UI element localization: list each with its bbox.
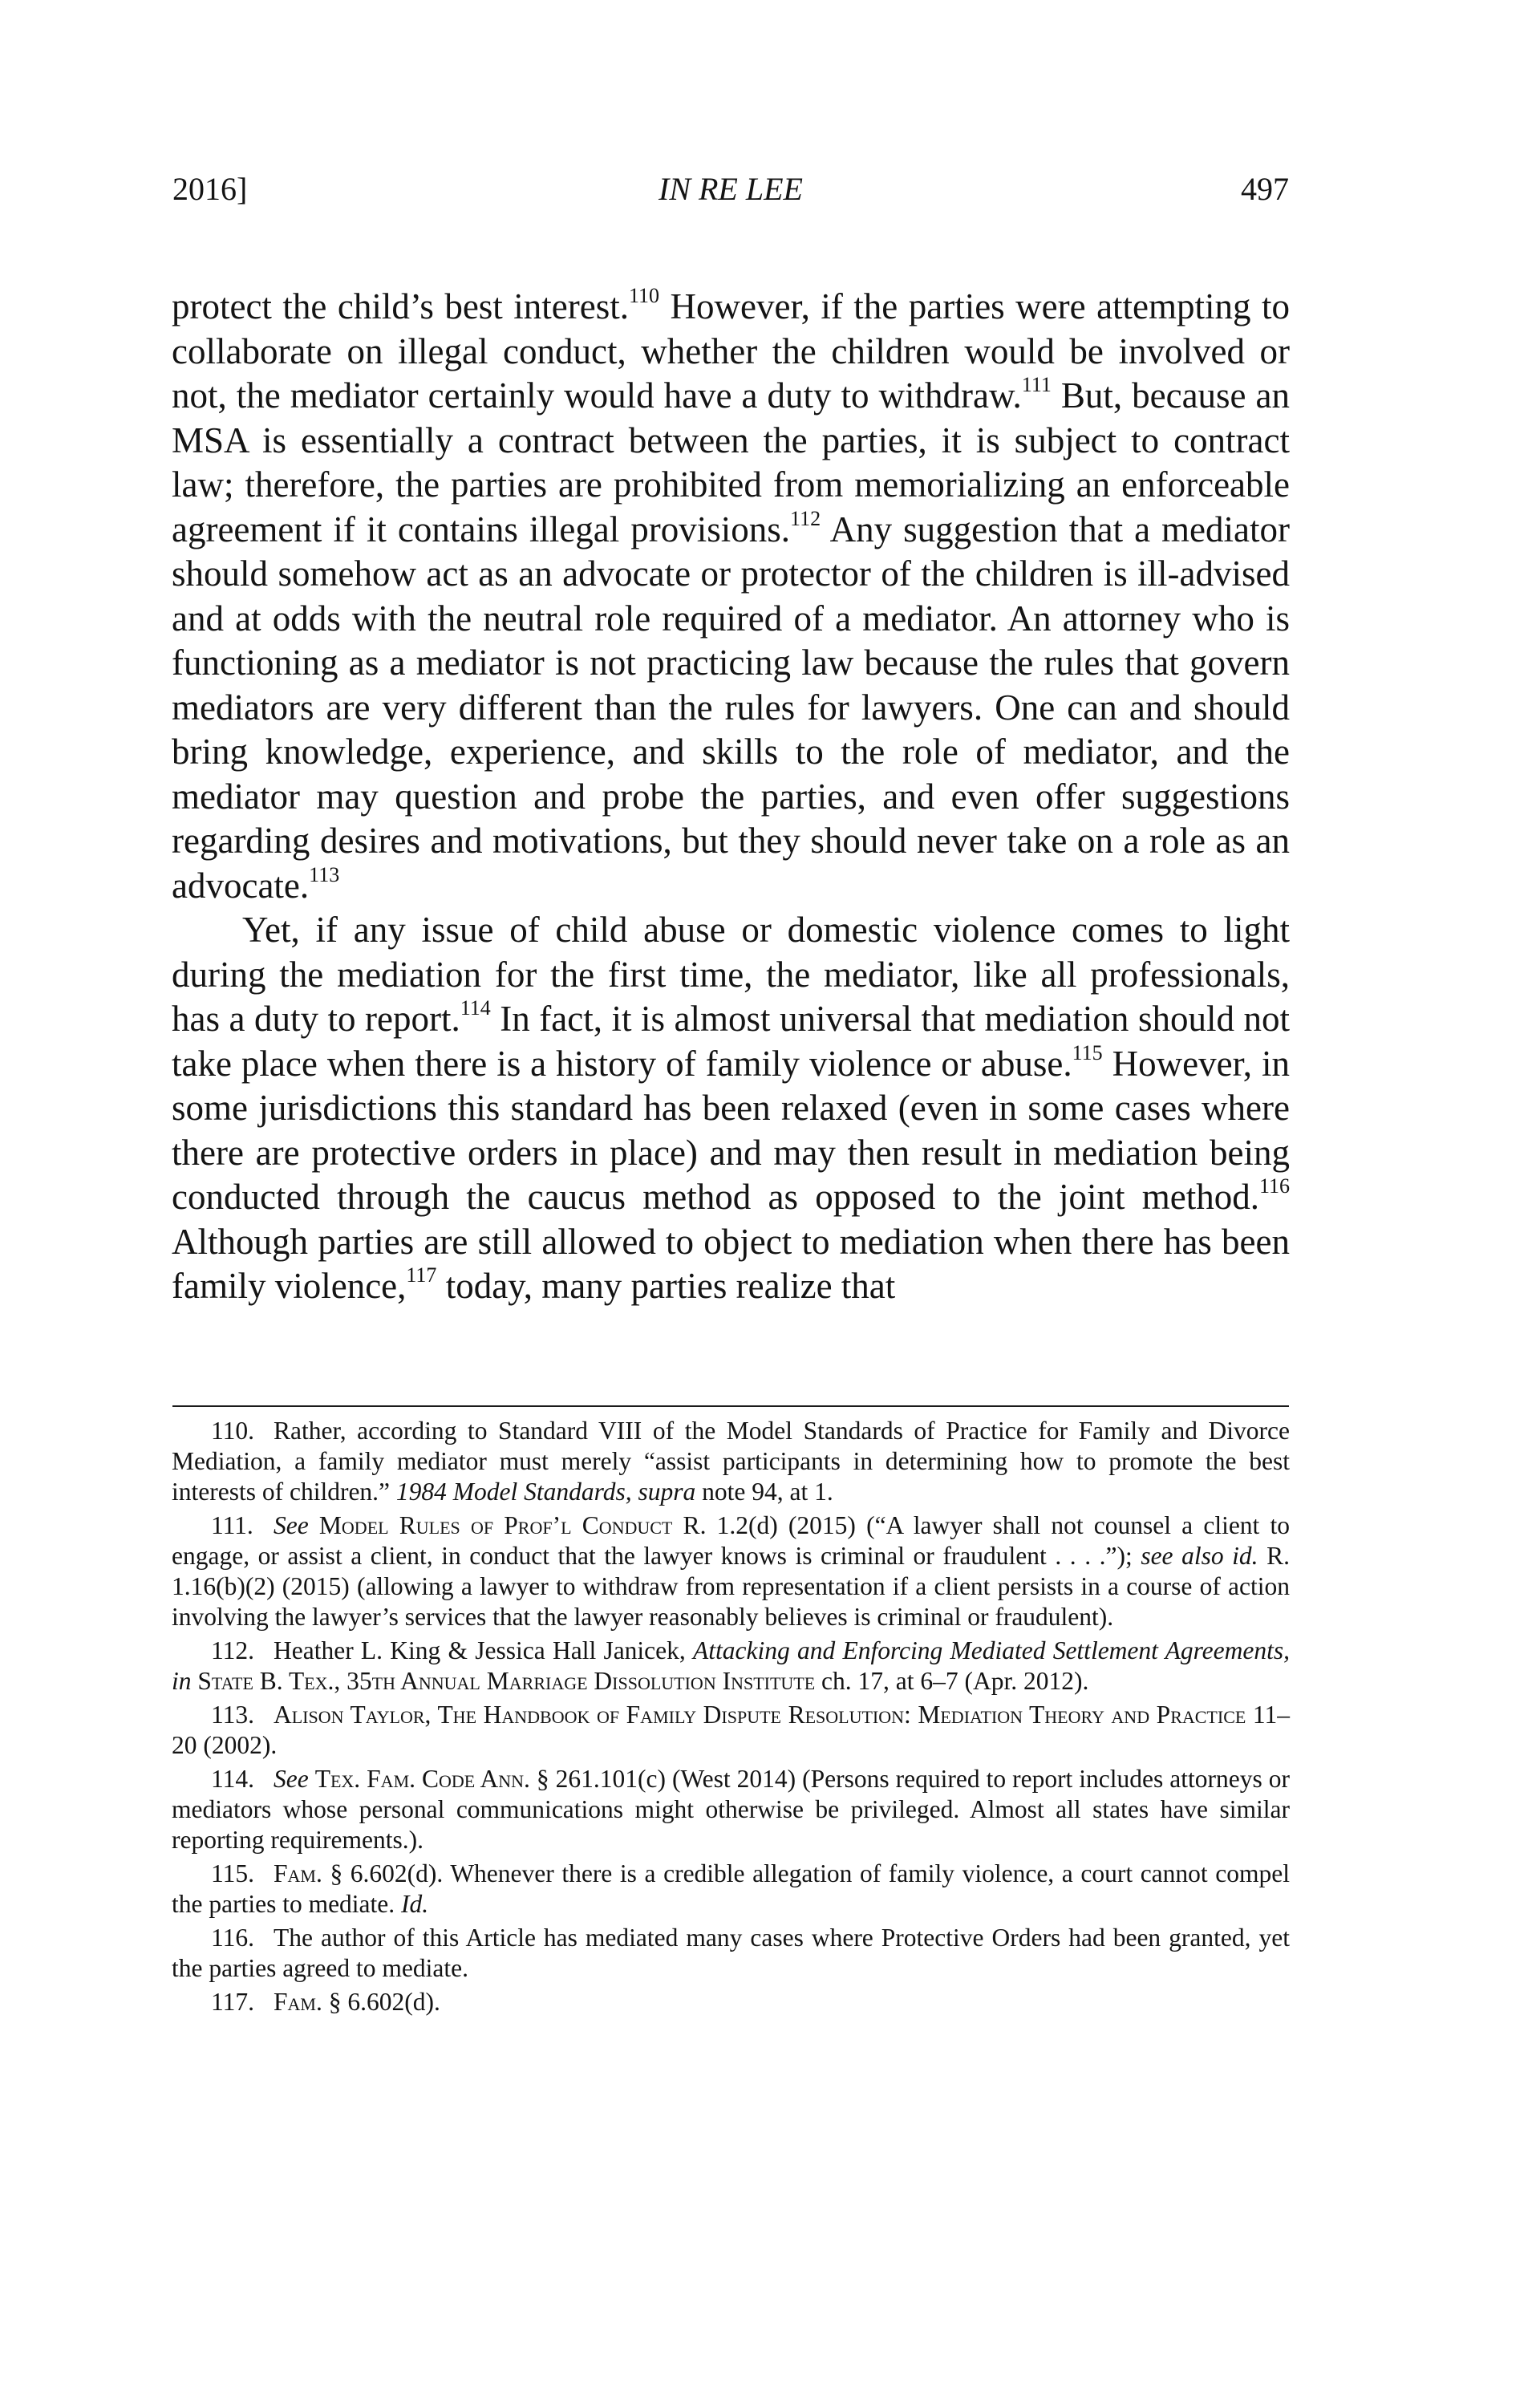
footnote-number: 111. [211, 1511, 253, 1539]
footnote-ref-111[interactable]: 111 [1021, 373, 1052, 396]
footnote-text: note 94, at 1. [695, 1478, 833, 1506]
spacer [309, 1765, 315, 1793]
footnotes [172, 1416, 1290, 2021]
footnote-ref-116[interactable]: 116 [1258, 1174, 1290, 1198]
footnote-113 [172, 1700, 1290, 1761]
footnote-number: 114. [211, 1765, 254, 1793]
footnote-ref-113[interactable]: 113 [309, 862, 340, 886]
p2-text-3: However, in some jurisdictions this standard has been relaxed (even in some cases where there are protective orders in place) and may then result in mediation being conducted through the caucus method as opposed to the joint method. [172, 1043, 1290, 1217]
footnote-source: Tex. Fam. Code Ann. [314, 1765, 530, 1793]
footnote-ref-114[interactable]: 114 [460, 996, 491, 1020]
spacer [309, 1511, 319, 1539]
p2-text-5: today, many parties realize that [436, 1266, 896, 1306]
footnote-text: § 6.602(d). [322, 1988, 440, 2016]
p2-text-4: Although parties are still allowed to object to mediation when there has been family violence, [172, 1221, 1290, 1306]
running-header [172, 170, 1289, 218]
footnote-number: 112. [211, 1636, 254, 1664]
p1-text-4: Any suggestion that a mediator should somehow act as an advocate or protector of the children is ill-advised and at odds with the neutral role required of a mediator. An attorney who is functioning as a mediator is not practicing law because the rules that govern mediators are very different than the rules for lawyers. One can and should bring knowledge, experience, and skills to the role of mediator, and the mediator may question and probe the parties, and even offer suggestions regarding desires and motivations, but they should never take on a role as an advocate. [172, 509, 1290, 906]
footnote-114 [172, 1764, 1290, 1855]
footnote-text: § 261.101(c) (West 2014) (Persons required to report includes attorneys or mediators whose personal communications might otherwise be privileged. Almost all states have similar reporting requirements.). [172, 1765, 1290, 1854]
footnote-number: 115. [211, 1859, 254, 1887]
footnote-source: Fam. [274, 1859, 322, 1887]
signal-see: See [274, 1511, 309, 1539]
footnote-text: R. 1.16(b)(2) (2015) (allowing a lawyer to withdraw from representation if a client persists in a course of action involving the lawyer’s services that the lawyer reasonably believes is criminal or fraudulent). [172, 1542, 1290, 1631]
footnote-text: Heather L. King & Jessica Hall Janicek, [274, 1636, 694, 1664]
footnote-ref-115[interactable]: 115 [1072, 1040, 1103, 1064]
paragraph-2 [172, 908, 1290, 1309]
footnote-ref-112[interactable]: 112 [790, 506, 821, 530]
paragraph-1 [172, 285, 1290, 908]
header-year: 2016] [172, 171, 248, 207]
footnote-source: Model Rules of Prof’l Conduct [318, 1511, 673, 1539]
footnote-source: State B. Tex., 35th Annual Marriage Dissolution Institute [197, 1667, 816, 1695]
footnote-115 [172, 1859, 1290, 1920]
footnote-source: Alison Taylor, The Handbook of Family Dispute Resolution: Mediation Theory and Practice [274, 1701, 1246, 1729]
footnote-number: 117. [211, 1988, 254, 2016]
p1-text-3: But, because an MSA is essentially a contract between the parties, it is subject to contract law; therefore, the parties are prohibited from memorializing an enforceable agreement if it contains illegal provisions. [172, 375, 1290, 549]
footnote-number: 110. [211, 1417, 254, 1445]
footnote-citation: 1984 Model Standards, supra [395, 1478, 696, 1506]
footnote-divider [172, 1405, 1289, 1407]
footnote-text: ch. 17, at 6–7 (Apr. 2012). [815, 1667, 1089, 1695]
signal-see-also: see also id. [1141, 1542, 1258, 1570]
signal-see: See [274, 1765, 309, 1793]
header-title: IN RE LEE [659, 171, 803, 207]
footnote-number: 116. [211, 1924, 254, 1952]
footnote-number: 113. [211, 1701, 254, 1729]
footnote-ref-117[interactable]: 117 [406, 1263, 437, 1287]
footnote-text: The author of this Article has mediated many cases where Protective Orders had been granted, yet the parties agreed to mediate. [172, 1924, 1290, 1982]
footnote-text: 11–20 (2002). [172, 1701, 1290, 1759]
signal-id: Id. [401, 1890, 429, 1918]
p2-text-1: Yet, if any issue of child abuse or domestic violence comes to light during the mediation for the first time, the mediator, like all professionals, has a duty to report. [172, 910, 1290, 1039]
footnote-source: Fam. [274, 1988, 322, 2016]
p1-text-1: protect the child’s best interest. [172, 286, 629, 326]
footnote-116 [172, 1923, 1290, 1984]
main-text [172, 285, 1290, 1309]
footnote-citation: Attacking and Enforcing Mediated Settlement Agreements, in [172, 1636, 1290, 1695]
footnote-text: Rather, according to Standard VIII of the Model Standards of Practice for Family and Divorce Mediation, a family mediator must merely “assist participants in determining how to promote the best interests of children.” [172, 1417, 1290, 1506]
page-number: 497 [1241, 171, 1289, 207]
footnote-ref-110[interactable]: 110 [628, 284, 660, 307]
footnote-112 [172, 1636, 1290, 1697]
p2-text-2: In fact, it is almost universal that mediation should not take place when there is a history of family violence or abuse. [172, 999, 1290, 1084]
footnote-text: § 6.602(d). Whenever there is a credible allegation of family violence, a court cannot compel the parties to mediate. [172, 1859, 1290, 1918]
footnote-111 [172, 1510, 1290, 1632]
p1-text-2: However, if the parties were attempting to collaborate on illegal conduct, whether the children would be involved or not, the mediator certainly would have a duty to withdraw. [172, 286, 1290, 416]
footnote-117 [172, 1987, 1290, 2017]
footnote-text: R. 1.2(d) (2015) (“A lawyer shall not counsel a client to engage, or assist a client, in conduct that the lawyer knows is criminal or fraudulent . . . .”); [172, 1511, 1290, 1570]
footnote-110 [172, 1416, 1290, 1507]
